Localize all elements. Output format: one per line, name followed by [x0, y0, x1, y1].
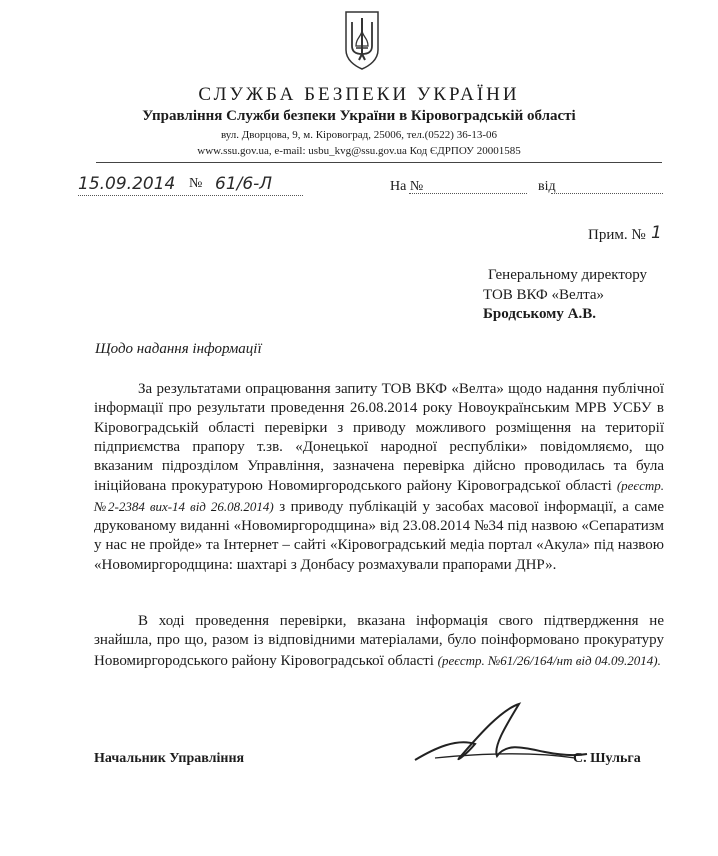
department-name: Управління Служби безпеки України в Кіровоградській області	[142, 108, 576, 124]
letterhead-rule	[96, 162, 662, 163]
body-paragraph-2	[94, 612, 664, 671]
p2-reference: (реєстр. №61/26/164/нт від 04.09.2014).	[437, 652, 661, 668]
trident-icon	[343, 10, 381, 70]
reply-number-line	[409, 193, 527, 194]
contacts-line: www.ssu.gov.ua, e-mail: usbu_kvg@ssu.gov.ua Код ЄДРПОУ 20001585	[197, 145, 521, 157]
letter-subject: Щодо надання інформації	[95, 341, 262, 357]
p1-text-a: За результатами опрацювання запиту ТОВ ВКФ «Велта» щодо надання публічної інформації про результати проведення 26.08.2014 року Новоукраїнським МРВ УСБУ в Кіровоградській області перевірки з приводу можливого розміщення на території підприємства прапору т.зв. «Донецької народної республіки» повідомляємо, що вказаним підрозділом Управління, зазначена перевірка дійсно проводилась та була ініційована прокуратурою Новомиргородського району Кіровоградської області	[94, 381, 664, 495]
signature-icon	[395, 698, 595, 778]
outgoing-date: 15.09.2014	[78, 174, 176, 194]
signatory-title: Начальник Управління	[94, 751, 245, 766]
reply-number-label: На №	[390, 179, 424, 194]
p2-text: В ході проведення перевірки, вказана інформація свого підтвердження не знайшла, про що, разом із відповідними матеріалами, було поінформовано прокуратуру Новомиргородського району Кіровоградської області	[94, 613, 664, 669]
outgoing-number: 61/6-Л	[215, 174, 273, 194]
outgoing-underline	[78, 195, 303, 196]
recipient-company: ТОВ ВКФ «Велта»	[483, 287, 605, 303]
signatory-name: С. Шульга	[573, 751, 641, 766]
body-paragraph-1	[94, 380, 664, 575]
p1-reference: (реєстр.№2-2384 вих-14 від 26.08.2014)	[94, 478, 664, 514]
address-line: вул. Дворцова, 9, м. Кіровоград, 25006, тел.(0522) 36-13-06	[220, 129, 498, 141]
copy-number: 1	[651, 223, 662, 243]
recipient-position: Генеральному директору	[488, 267, 648, 283]
p1-text-b: з приводу публікацій у засобах масової інформації, а саме друкованому виданні «Новомиргородщина» від 23.08.2014 №34 під назвою «Сепаратизм у нас не пройде» та Інтернет – сайті «Кіровоградський медіа портал «Акула» під назвою «Новомиргородщина: шахтарі з Донбасу розмахували прапорами ДНР».	[94, 498, 664, 573]
reply-date-label: від	[538, 179, 556, 194]
agency-name: СЛУЖБА БЕЗПЕКИ УКРАЇНИ	[198, 84, 520, 105]
recipient-name: Бродському А.В.	[483, 306, 596, 322]
reply-date-line	[551, 193, 663, 194]
outgoing-number-label: №	[189, 176, 203, 191]
copy-label: Прим. №	[588, 227, 646, 243]
